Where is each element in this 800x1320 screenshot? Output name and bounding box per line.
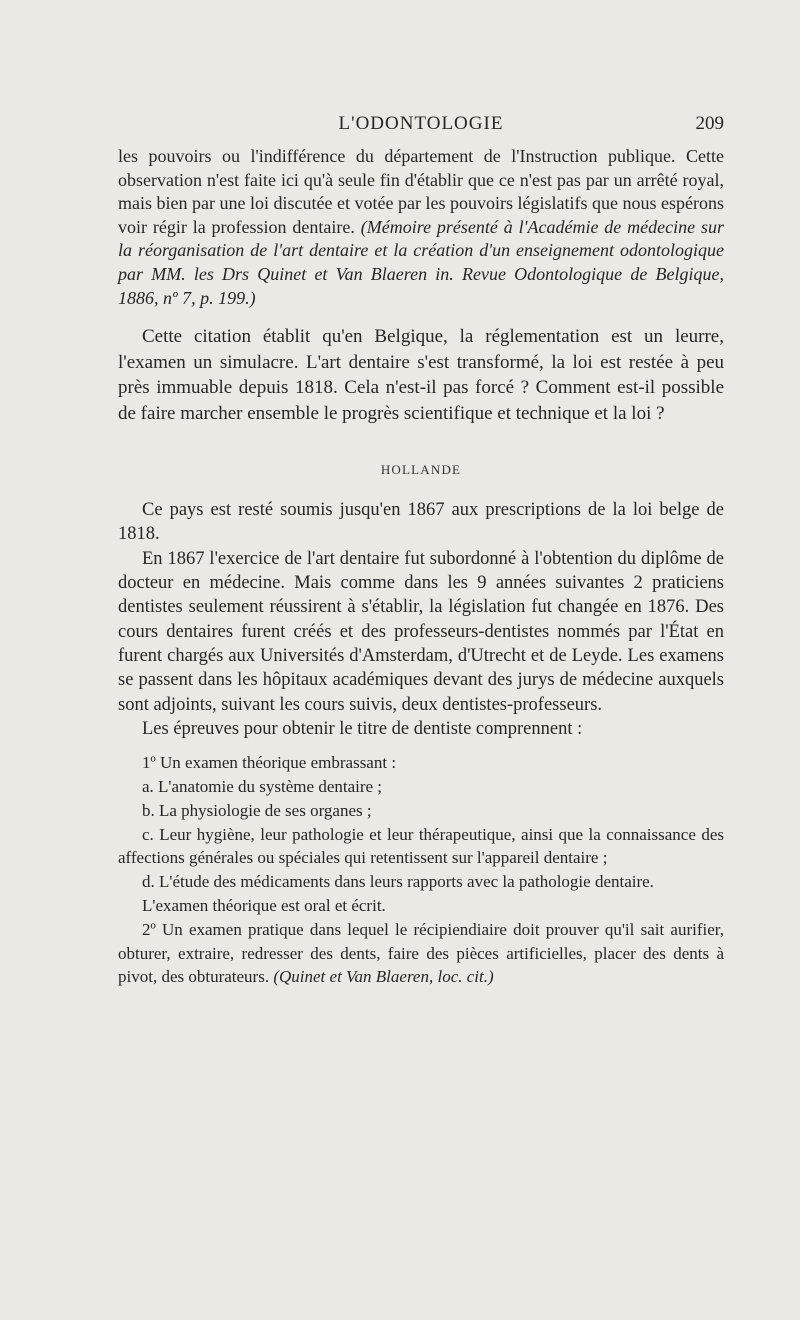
citation-memoire: (Mémoire présenté à l'Académie de médecine sur la réorganisation de l'art dentaire et la création d'un enseignement odontologique par MM. les Drs Quinet et Van Blaeren in. Revue Odontologique de Belgique, 1886, nº 7, p. 199.)	[118, 216, 724, 308]
paragraph-hollande-3: Les épreuves pour obtenir le titre de dentiste comprennent :	[142, 718, 583, 739]
list-item-oral-ecrit: L'examen théorique est oral et écrit.	[142, 895, 386, 915]
paragraph-text: les pouvoirs ou l'indifférence du département de l'Instruction publique. Cette observation n'est faite ici qu'à seule fin d'établir que ce n'est pas par un arrêté royal, mais bien par une loi discutée et votée par les pouvoirs législatifs que nous espérons voir régir la profession dentaire.	[118, 146, 724, 237]
paragraph-belgique-conclusion: Cette citation établit qu'en Belgique, la réglementation est un leurre, l'examen un simulacre. L'art dentaire s'est transformé, la loi est restée à peu près immuable depuis 1818. Cela n'est-il pas forcé ? Comment est-il possible de faire marcher ensemble le progrès scientifique et technique et la loi ?	[118, 326, 724, 424]
list-item-examen-pratique	[118, 918, 724, 989]
list-item-d: d. L'étude des médicaments dans leurs rapports avec la pathologie dentaire.	[142, 872, 654, 892]
paragraph-hollande-2: En 1867 l'exercice de l'art dentaire fut subordonné à l'obtention du diplôme de docteur en médecine. Mais comme dans les 9 années suivantes 2 praticiens dentistes seulement réussirent à s'établir, la législation fut changée en 1876. Des cours dentaires furent créés et des professeurs-dentistes nommés par l'État en furent chargés aux Universités d'Amsterdam, d'Utrecht et de Leyde. Les examens se passent dans les hôpitaux académiques devant des jurys de médecine auxquels sont adjoints, suivant les cours suivis, deux dentistes-professeurs.	[118, 548, 724, 715]
section-heading-hollande: HOLLANDE	[380, 462, 462, 478]
paragraph-hollande-1: Ce pays est resté soumis jusqu'en 1867 aux prescriptions de la loi belge de 1818.	[118, 500, 724, 545]
paragraph-continuation	[118, 145, 724, 310]
running-head	[118, 113, 724, 143]
list-item-c: c. Leur hygiène, leur pathologie et leur thérapeutique, ainsi que la connaissance des affections générales ou spéciales qui retentissent sur l'appareil dentaire ;	[118, 824, 724, 868]
running-title: L'ODONTOLOGIE	[338, 113, 504, 134]
page-number: 209	[695, 113, 724, 134]
list-item-a: a. L'anatomie du système dentaire ;	[142, 776, 383, 796]
citation-loc-cit: (Quinet et Van Blaeren, loc. cit.)	[273, 967, 494, 987]
list-item-examen-theorique: 1º Un examen théorique embrassant :	[142, 753, 397, 773]
list-item-b: b. La physiologie de ses organes ;	[142, 800, 372, 820]
page-body	[118, 145, 724, 989]
final-text: 2º Un examen pratique dans lequel le récipiendiaire doit prouver qu'il sait aurifier, obturer, extraire, redresser des dents, faire des pièces artificielles, placer des dents à pivot, des obturateurs.	[118, 919, 724, 987]
